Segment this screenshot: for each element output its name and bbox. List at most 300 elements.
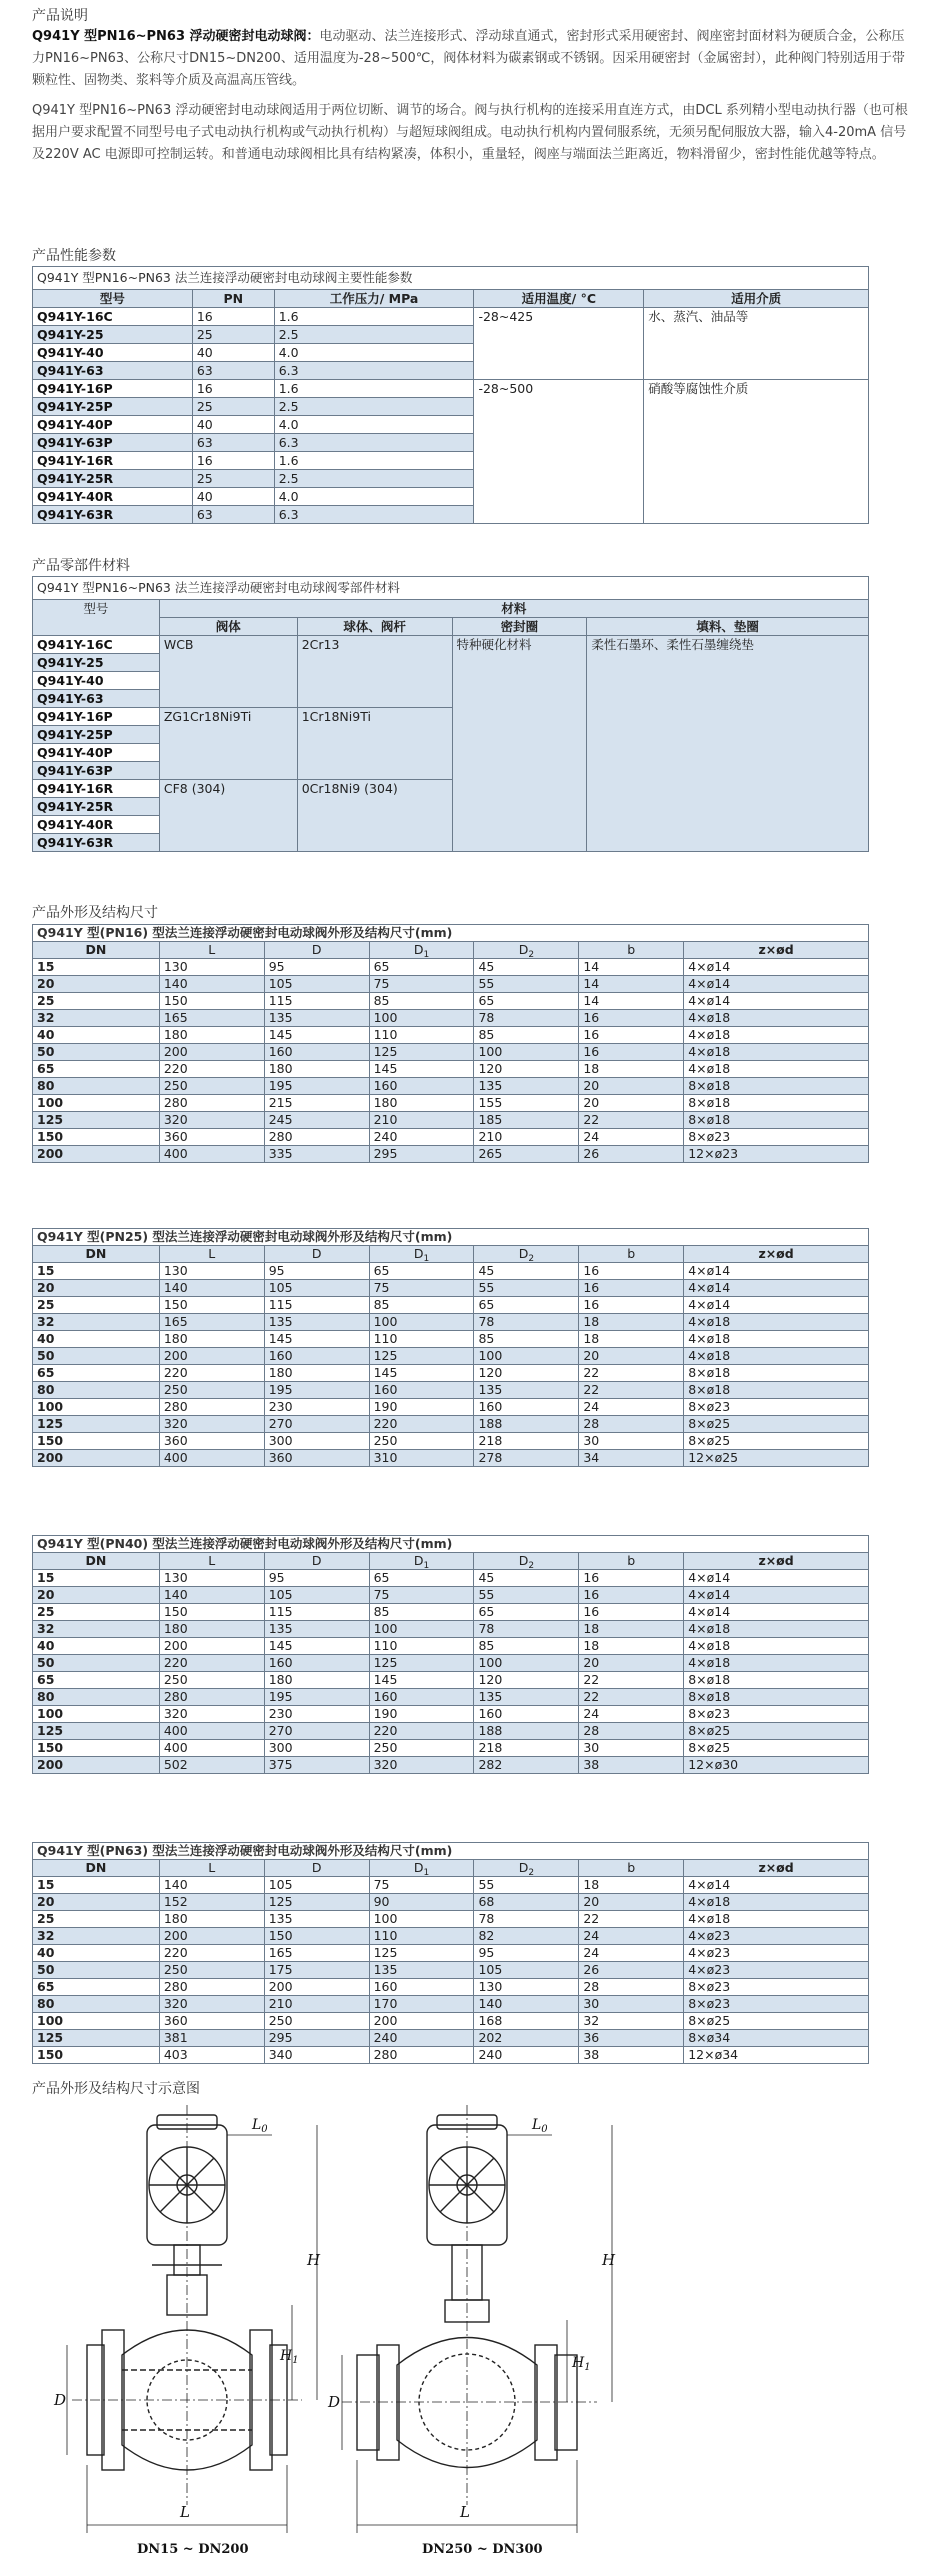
dims-cell: 22 [579, 1112, 684, 1129]
dims-cell: 75 [369, 1877, 474, 1894]
parts-model-cell: Q941Y-40R [33, 816, 160, 834]
dims-cell: 18 [579, 1061, 684, 1078]
dims-cell: 150 [264, 1928, 369, 1945]
dims-cell: 85 [369, 1297, 474, 1314]
dims-cell: 20 [33, 1280, 160, 1297]
dims-row [33, 1621, 869, 1638]
dims-cell: 8×ø18 [684, 1112, 869, 1129]
dims-cell: 24 [579, 1129, 684, 1146]
dims-cell: 85 [369, 993, 474, 1010]
dims-cell: 100 [369, 1010, 474, 1027]
dims-row [33, 1655, 869, 1672]
dims-cell: 135 [264, 1911, 369, 1928]
dims-cell: 4×ø14 [684, 1297, 869, 1314]
pn-cell: 16 [192, 380, 274, 398]
dims-cell: 340 [264, 2047, 369, 2064]
right-diagram-caption: DN250 ~ DN300 [422, 2542, 543, 2557]
pn-cell: 25 [192, 470, 274, 488]
dims-cell: 8×ø23 [684, 1399, 869, 1416]
dims-cell: 22 [579, 1365, 684, 1382]
dims-cell: 20 [579, 1078, 684, 1095]
dims-cell: 22 [579, 1382, 684, 1399]
dims-cell: 8×ø18 [684, 1672, 869, 1689]
dims-cell: 4×ø14 [684, 1587, 869, 1604]
dims-cell: 360 [159, 2013, 264, 2030]
dims-cell: 320 [159, 1416, 264, 1433]
dims-cell: 100 [369, 1314, 474, 1331]
dims-cell: 26 [579, 1146, 684, 1163]
dims-cell: 282 [474, 1757, 579, 1774]
intro-paragraph-2: Q941Y 型PN16~PN63 浮动硬密封电动球阀适用于两位切断、调节的场合。阀与执行机构的连接采用直连方式，由DCL 系列精小型电动执行器（也可根据用户要求配置不同型号电子式电动执行机构或气动执行机构）与超短球阀组成。电动执行机构内置伺服系统，无须另配伺服放大器，输入4-20mA 信号及220V AC 电源即可控制运转。和普通电动球阀相比具有结构紧凑，体积小，重量轻，阀座与端面法兰距离近，物料滑留少，密封性能优越等特点。 [32, 103, 908, 162]
dims-cell: 25 [33, 993, 160, 1010]
dims-header-0: DN [33, 942, 160, 959]
dims-cell: 45 [474, 1570, 579, 1587]
dims-cell: 310 [369, 1450, 474, 1467]
dims-header-3: $D_1$ [369, 942, 474, 959]
dims-cell: 105 [264, 1280, 369, 1297]
dims-cell: 195 [264, 1078, 369, 1095]
dims-cell: 14 [579, 993, 684, 1010]
dims-cell: 180 [264, 1672, 369, 1689]
dims-header-2: D [264, 942, 369, 959]
dims-cell: 110 [369, 1638, 474, 1655]
dims-cell: 135 [264, 1621, 369, 1638]
dims-header-6: z×ød [684, 1246, 869, 1263]
dims-cell: 100 [33, 2013, 160, 2030]
dims-cell: 28 [579, 1416, 684, 1433]
model-cell: Q941Y-16R [33, 452, 193, 470]
parts-model-cell: Q941Y-25R [33, 798, 160, 816]
dims-cell: 218 [474, 1740, 579, 1757]
performance-header-1: PN [192, 290, 274, 308]
dims-row [33, 993, 869, 1010]
dims-cell: 200 [33, 1757, 160, 1774]
dims-cell: 265 [474, 1146, 579, 1163]
pressure-cell: 6.3 [274, 434, 474, 452]
dims-table-caption: Q941Y 型(PN40) 型法兰连接浮动硬密封电动球阀外形及结构尺寸(mm) [33, 1536, 869, 1553]
dims-cell: 16 [579, 1297, 684, 1314]
dims-row [33, 1570, 869, 1587]
parts-model-cell: Q941Y-25P [33, 726, 160, 744]
dims-cell: 85 [474, 1027, 579, 1044]
dims-cell: 145 [264, 1331, 369, 1348]
dims-cell: 250 [369, 1740, 474, 1757]
dims-cell: 125 [33, 1416, 160, 1433]
dims-cell: 4×ø14 [684, 976, 869, 993]
dims-cell: 18 [579, 1638, 684, 1655]
dims-cell: 195 [264, 1382, 369, 1399]
dims-cell: 4×ø23 [684, 1928, 869, 1945]
dims-cell: 120 [474, 1365, 579, 1382]
dims-cell: 135 [474, 1689, 579, 1706]
parts-body-material: WCB [159, 636, 297, 708]
dims-cell: 120 [474, 1061, 579, 1078]
dims-cell: 180 [264, 1061, 369, 1078]
dims-cell: 4×ø18 [684, 1027, 869, 1044]
dims-cell: 160 [369, 1979, 474, 1996]
dims-cell: 4×ø23 [684, 1962, 869, 1979]
dims-row [33, 1129, 869, 1146]
dims-cell: 78 [474, 1621, 579, 1638]
dims-cell: 170 [369, 1996, 474, 2013]
right-valve-drawing [342, 2105, 612, 2533]
dims-row [33, 976, 869, 993]
dims-cell: 34 [579, 1450, 684, 1467]
left-l0-label: $L_0$ [252, 2117, 268, 2135]
parts-seal-material: 特种硬化材料 [452, 636, 587, 852]
dims-row [33, 1604, 869, 1621]
dims-cell: 16 [579, 1570, 684, 1587]
parts-model-cell: Q941Y-25 [33, 654, 160, 672]
dims-row [33, 1061, 869, 1078]
dims-cell: 45 [474, 959, 579, 976]
dims-row [33, 1095, 869, 1112]
dims-row [33, 1450, 869, 1467]
performance-header-0: 型号 [33, 290, 193, 308]
dims-cell: 100 [474, 1044, 579, 1061]
dims-cell: 220 [369, 1723, 474, 1740]
dims-cell: 200 [159, 1044, 264, 1061]
dims-cell: 8×ø25 [684, 1723, 869, 1740]
pressure-cell: 1.6 [274, 380, 474, 398]
dims-header-4: $D_2$ [474, 1246, 579, 1263]
dims-row [33, 1382, 869, 1399]
dims-cell: 381 [159, 2030, 264, 2047]
dims-header-6: z×ød [684, 942, 869, 959]
dims-cell: 68 [474, 1894, 579, 1911]
parts-ball-material: 0Cr18Ni9 (304) [297, 780, 452, 852]
dims-cell: 180 [159, 1621, 264, 1638]
dims-cell: 400 [159, 1450, 264, 1467]
dims-cell: 50 [33, 1962, 160, 1979]
intro-product-name: Q941Y 型PN16~PN63 浮动硬密封电动球阀： [32, 29, 320, 44]
pn-cell: 63 [192, 506, 274, 524]
dims-cell: 85 [474, 1331, 579, 1348]
dims-cell: 240 [474, 2047, 579, 2064]
dims-cell: 160 [264, 1348, 369, 1365]
performance-row [33, 308, 869, 326]
pressure-cell: 6.3 [274, 506, 474, 524]
dims-cell: 18 [579, 1314, 684, 1331]
model-cell: Q941Y-63R [33, 506, 193, 524]
dims-cell: 130 [159, 1570, 264, 1587]
dims-cell: 100 [33, 1706, 160, 1723]
parts-section [32, 556, 869, 852]
pn-cell: 25 [192, 326, 274, 344]
dims-cell: 360 [264, 1450, 369, 1467]
dims-header-3: $D_1$ [369, 1860, 474, 1877]
structure-diagram [52, 2105, 892, 2557]
performance-row [33, 380, 869, 398]
dims-row [33, 1348, 869, 1365]
dims-cell: 12×ø23 [684, 1146, 869, 1163]
dims-cell: 65 [369, 1570, 474, 1587]
dims-cell: 250 [369, 1433, 474, 1450]
dims-cell: 38 [579, 1757, 684, 1774]
dims-row [33, 1757, 869, 1774]
dims-cell: 200 [159, 1928, 264, 1945]
dims-cell: 22 [579, 1689, 684, 1706]
dims-row [33, 1112, 869, 1129]
dims-cell: 320 [159, 1996, 264, 2013]
dims-row [33, 1297, 869, 1314]
dims-row [33, 1689, 869, 1706]
dims-table-pn63 [32, 1842, 869, 2064]
dims-cell: 202 [474, 2030, 579, 2047]
dims-cell: 115 [264, 1297, 369, 1314]
model-cell: Q941Y-25P [33, 398, 193, 416]
model-cell: Q941Y-16P [33, 380, 193, 398]
dims-cell: 220 [159, 1061, 264, 1078]
parts-model-cell: Q941Y-40 [33, 672, 160, 690]
dims-cell: 14 [579, 959, 684, 976]
dims-cell: 400 [159, 1146, 264, 1163]
parts-body-material: CF8 (304) [159, 780, 297, 852]
dims-cell: 185 [474, 1112, 579, 1129]
dims-cell: 140 [159, 1587, 264, 1604]
dims-cell: 105 [264, 976, 369, 993]
dims-cell: 55 [474, 976, 579, 993]
dims-row [33, 1672, 869, 1689]
dims-cell: 30 [579, 1996, 684, 2013]
dims-cell: 218 [474, 1433, 579, 1450]
dims-cell: 8×ø25 [684, 2013, 869, 2030]
dims-cell: 220 [159, 1365, 264, 1382]
dims-cell: 280 [159, 1979, 264, 1996]
dims-cell: 32 [33, 1928, 160, 1945]
dims-cell: 160 [369, 1689, 474, 1706]
dims-cell: 40 [33, 1945, 160, 1962]
dims-cell: 25 [33, 1911, 160, 1928]
dims-row [33, 1078, 869, 1095]
dims-cell: 180 [159, 1027, 264, 1044]
dims-cell: 24 [579, 1928, 684, 1945]
dims-cell: 16 [579, 1010, 684, 1027]
dims-cell: 130 [474, 1979, 579, 1996]
dims-cell: 100 [474, 1655, 579, 1672]
dims-cell: 280 [369, 2047, 474, 2064]
performance-caption: Q941Y 型PN16~PN63 法兰连接浮动硬密封电动球阀主要性能参数 [33, 267, 869, 290]
dims-cell: 50 [33, 1655, 160, 1672]
dims-header-2: D [264, 1246, 369, 1263]
dims-cell: 160 [264, 1044, 369, 1061]
dims-cell: 180 [369, 1095, 474, 1112]
dims-cell: 4×ø18 [684, 1044, 869, 1061]
dims-cell: 403 [159, 2047, 264, 2064]
dims-row [33, 1928, 869, 1945]
dims-cell: 295 [369, 1146, 474, 1163]
dims-cell: 160 [474, 1399, 579, 1416]
dims-cell: 125 [369, 1945, 474, 1962]
dims-cell: 135 [369, 1962, 474, 1979]
dims-cell: 50 [33, 1044, 160, 1061]
dims-cell: 20 [579, 1655, 684, 1672]
dims-cell: 25 [33, 1297, 160, 1314]
pn-cell: 40 [192, 488, 274, 506]
dims-cell: 32 [579, 2013, 684, 2030]
dims-cell: 8×ø34 [684, 2030, 869, 2047]
dims-cell: 280 [264, 1129, 369, 1146]
model-cell: Q941Y-40P [33, 416, 193, 434]
dims-cell: 95 [474, 1945, 579, 1962]
dims-cell: 145 [264, 1027, 369, 1044]
dims-cell: 210 [264, 1996, 369, 2013]
dims-cell: 215 [264, 1095, 369, 1112]
dims-cell: 78 [474, 1911, 579, 1928]
dims-cell: 125 [33, 1723, 160, 1740]
dims-cell: 200 [33, 1450, 160, 1467]
parts-ball-material: 2Cr13 [297, 636, 452, 708]
dims-row [33, 1945, 869, 1962]
dims-table-caption: Q941Y 型(PN16) 型法兰连接浮动硬密封电动球阀外形及结构尺寸(mm) [33, 925, 869, 942]
right-l0-label: $L_0$ [532, 2117, 548, 2135]
dims-header-1: L [159, 1246, 264, 1263]
dims-cell: 4×ø18 [684, 1331, 869, 1348]
parts-subheader-body: 阀体 [159, 618, 297, 636]
dims-cell: 190 [369, 1706, 474, 1723]
performance-section [32, 246, 869, 524]
dims-cell: 65 [33, 1979, 160, 1996]
dims-cell: 240 [369, 2030, 474, 2047]
model-cell: Q941Y-25R [33, 470, 193, 488]
dims-cell: 12×ø30 [684, 1757, 869, 1774]
performance-header-2: 工作压力/ MPa [274, 290, 474, 308]
dims-cell: 80 [33, 1078, 160, 1095]
parts-model-cell: Q941Y-16R [33, 780, 160, 798]
dims-cell: 125 [264, 1894, 369, 1911]
dims-cell: 140 [159, 1280, 264, 1297]
dims-cell: 200 [159, 1638, 264, 1655]
dims-cell: 95 [264, 959, 369, 976]
dims-table-pn16-block [32, 924, 869, 1163]
dims-cell: 14 [579, 976, 684, 993]
dims-cell: 78 [474, 1314, 579, 1331]
pn-cell: 63 [192, 362, 274, 380]
dims-header-4: $D_2$ [474, 1553, 579, 1570]
dims-cell: 4×ø18 [684, 1314, 869, 1331]
dims-cell: 280 [159, 1399, 264, 1416]
dims-row [33, 1399, 869, 1416]
dims-cell: 36 [579, 2030, 684, 2047]
dims-cell: 230 [264, 1399, 369, 1416]
dims-cell: 8×ø23 [684, 1129, 869, 1146]
dims-cell: 250 [264, 2013, 369, 2030]
dims-cell: 100 [369, 1911, 474, 1928]
diagram-title: 产品外形及结构尺寸示意图 [32, 2081, 200, 2097]
dims-cell: 320 [369, 1757, 474, 1774]
dims-cell: 375 [264, 1757, 369, 1774]
dims-cell: 90 [369, 1894, 474, 1911]
dims-cell: 24 [579, 1945, 684, 1962]
dims-row [33, 1280, 869, 1297]
dims-header-5: b [579, 1860, 684, 1877]
dims-cell: 38 [579, 2047, 684, 2064]
dims-cell: 4×ø18 [684, 1010, 869, 1027]
pn-cell: 40 [192, 344, 274, 362]
dims-cell: 100 [369, 1621, 474, 1638]
dims-cell: 30 [579, 1740, 684, 1757]
dims-cell: 4×ø18 [684, 1655, 869, 1672]
parts-model-header: 型号 [33, 600, 160, 636]
pn-cell: 25 [192, 398, 274, 416]
dims-row [33, 1979, 869, 1996]
intro-p1-text: 电动驱动、法兰连接形式、浮动球直通式，密封形式采用硬密封、阀座密封面材料为硬质合金，公称压力PN16~PN63、公称尺寸DN15~DN200、适用温度为-28~500℃，阀体材料为碳素钢或不锈钢。因采用硬密封（金属密封），此种阀门特别适用于带颗粒性、固物类、浆料等介质及高温高压管线。 [32, 29, 905, 88]
dims-cell: 188 [474, 1723, 579, 1740]
dims-cell: 4×ø14 [684, 1604, 869, 1621]
dims-cell: 125 [369, 1655, 474, 1672]
dims-row [33, 1314, 869, 1331]
left-l-label: L [180, 2503, 190, 2521]
dims-cell: 295 [264, 2030, 369, 2047]
dims-cell: 40 [33, 1638, 160, 1655]
dims-row [33, 2013, 869, 2030]
model-cell: Q941Y-63 [33, 362, 193, 380]
dims-cell: 22 [579, 1911, 684, 1928]
dims-cell: 4×ø18 [684, 1911, 869, 1928]
dims-header-6: z×ød [684, 1860, 869, 1877]
dims-header-4: $D_2$ [474, 1860, 579, 1877]
dims-cell: 65 [33, 1672, 160, 1689]
medium-cell: 水、蒸汽、油品等 [644, 308, 869, 380]
dims-cell: 8×ø23 [684, 1996, 869, 2013]
pressure-cell: 2.5 [274, 470, 474, 488]
dims-cell: 165 [159, 1314, 264, 1331]
dims-cell: 8×ø25 [684, 1416, 869, 1433]
dims-cell: 25 [33, 1604, 160, 1621]
parts-subheader-packing: 填料、垫圈 [587, 618, 869, 636]
model-cell: Q941Y-25 [33, 326, 193, 344]
dims-cell: 4×ø18 [684, 1061, 869, 1078]
dims-cell: 100 [33, 1095, 160, 1112]
dims-table-caption: Q941Y 型(PN25) 型法兰连接浮动硬密封电动球阀外形及结构尺寸(mm) [33, 1229, 869, 1246]
dims-cell: 18 [579, 1621, 684, 1638]
dims-cell: 65 [474, 1297, 579, 1314]
dims-cell: 150 [159, 1604, 264, 1621]
dims-cell: 245 [264, 1112, 369, 1129]
dims-cell: 115 [264, 993, 369, 1010]
dims-cell: 15 [33, 959, 160, 976]
dims-cell: 200 [159, 1348, 264, 1365]
dims-cell: 4×ø14 [684, 1280, 869, 1297]
dims-row [33, 1638, 869, 1655]
dims-cell: 125 [369, 1348, 474, 1365]
dims-cell: 12×ø34 [684, 2047, 869, 2064]
dims-cell: 210 [369, 1112, 474, 1129]
dims-cell: 4×ø18 [684, 1621, 869, 1638]
performance-header-4: 适用介质 [644, 290, 869, 308]
dims-header-2: D [264, 1553, 369, 1570]
dims-cell: 360 [159, 1433, 264, 1450]
dims-row [33, 1877, 869, 1894]
dims-cell: 150 [33, 1129, 160, 1146]
right-l-label: L [460, 2503, 470, 2521]
dims-cell: 150 [159, 993, 264, 1010]
performance-table [32, 266, 869, 524]
dims-cell: 30 [579, 1433, 684, 1450]
dims-cell: 95 [264, 1263, 369, 1280]
dims-cell: 82 [474, 1928, 579, 1945]
dims-cell: 18 [579, 1331, 684, 1348]
pressure-cell: 6.3 [274, 362, 474, 380]
right-h-label: H [602, 2251, 616, 2269]
parts-subheader-ball: 球体、阀杆 [297, 618, 452, 636]
dims-cell: 20 [579, 1894, 684, 1911]
dims-cell: 28 [579, 1723, 684, 1740]
dims-table-pn25 [32, 1228, 869, 1467]
dims-row [33, 1894, 869, 1911]
dims-cell: 8×ø18 [684, 1078, 869, 1095]
temp-cell: -28~500 [474, 380, 644, 524]
